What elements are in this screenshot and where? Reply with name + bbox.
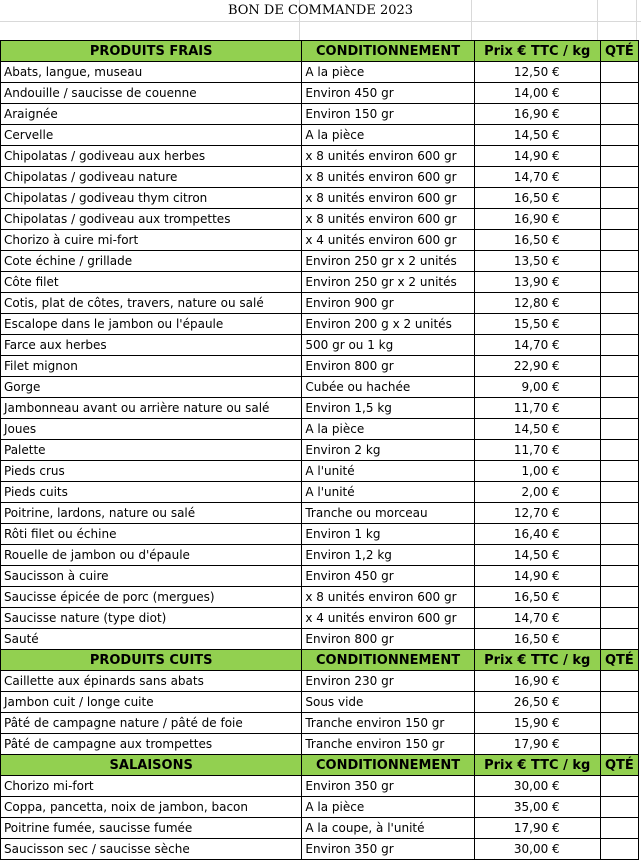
quantity-cell[interactable] [600,461,638,482]
product-name: Côte filet [1,272,302,293]
product-packaging: Environ 350 gr [302,839,474,860]
product-name: Joues [1,419,302,440]
table-row [1,503,639,524]
product-packaging: Environ 2 kg [302,440,474,461]
table-row [1,83,639,104]
product-name: Escalope dans le jambon ou l'épaule [1,314,302,335]
product-price: 30,00 € [474,776,600,797]
product-name: Jambon cuit / longe cuite [1,692,302,713]
table-row [1,356,639,377]
table-row [1,545,639,566]
quantity-cell[interactable] [600,734,638,755]
product-name: Coppa, pancetta, noix de jambon, bacon [1,797,302,818]
table-row [1,671,639,692]
table-row [1,398,639,419]
column-header-conditionnement: CONDITIONNEMENT [302,41,474,62]
product-price: 9,00 € [474,377,600,398]
product-price: 14,50 € [474,545,600,566]
product-price: 16,50 € [474,188,600,209]
quantity-cell[interactable] [600,818,638,839]
product-price: 15,90 € [474,713,600,734]
product-price: 14,00 € [474,83,600,104]
column-header-conditionnement: CONDITIONNEMENT [302,650,474,671]
table-row [1,314,639,335]
product-packaging: Environ 800 gr [302,629,474,650]
product-price: 14,70 € [474,167,600,188]
product-packaging: Environ 1 kg [302,524,474,545]
quantity-cell[interactable] [600,839,638,860]
quantity-cell[interactable] [600,251,638,272]
product-packaging: Tranche ou morceau [302,503,474,524]
product-packaging: Environ 250 gr x 2 unités [302,251,474,272]
quantity-cell[interactable] [600,167,638,188]
product-price: 35,00 € [474,797,600,818]
product-name: Chorizo à cuire mi-fort [1,230,302,251]
table-row [1,629,639,650]
product-price: 16,90 € [474,209,600,230]
product-name: Andouille / saucisse de couenne [1,83,302,104]
table-row [1,188,639,209]
column-header-conditionnement: CONDITIONNEMENT [302,755,474,776]
product-name: Chipolatas / godiveau nature [1,167,302,188]
product-price: 16,90 € [474,671,600,692]
quantity-cell[interactable] [600,104,638,125]
table-row [1,377,639,398]
product-packaging: Cubée ou hachée [302,377,474,398]
order-table [0,40,639,860]
product-packaging: Sous vide [302,692,474,713]
product-name: Caillette aux épinards sans abats [1,671,302,692]
quantity-cell[interactable] [600,482,638,503]
product-name: Pieds crus [1,461,302,482]
product-price: 13,90 € [474,272,600,293]
product-price: 16,50 € [474,587,600,608]
table-row [1,524,639,545]
product-price: 11,70 € [474,440,600,461]
quantity-cell[interactable] [600,776,638,797]
product-name: Gorge [1,377,302,398]
product-packaging: A l'unité [302,482,474,503]
product-price: 16,50 € [474,629,600,650]
column-header-qty: QTÉ [600,755,638,776]
product-name: Chipolatas / godiveau thym citron [1,188,302,209]
product-price: 12,80 € [474,293,600,314]
product-packaging: Environ 250 gr x 2 unités [302,272,474,293]
product-name: Poitrine fumée, saucisse fumée [1,818,302,839]
table-row [1,482,639,503]
section-header [1,650,639,671]
product-packaging: Tranche environ 150 gr [302,734,474,755]
quantity-cell[interactable] [600,566,638,587]
product-name: Palette [1,440,302,461]
product-price: 26,50 € [474,692,600,713]
product-name: Saucisson sec / saucisse sèche [1,839,302,860]
quantity-cell[interactable] [600,83,638,104]
product-packaging: A la coupe, à l'unité [302,818,474,839]
product-packaging: x 4 unités environ 600 gr [302,608,474,629]
table-row [1,776,639,797]
quantity-cell[interactable] [600,377,638,398]
product-price: 2,00 € [474,482,600,503]
product-price: 15,50 € [474,314,600,335]
table-row [1,839,639,860]
quantity-cell[interactable] [600,335,638,356]
table-row [1,209,639,230]
product-price: 12,70 € [474,503,600,524]
product-price: 12,50 € [474,62,600,83]
product-packaging: Environ 1,2 kg [302,545,474,566]
product-price: 11,70 € [474,398,600,419]
quantity-cell[interactable] [600,524,638,545]
column-header-qty: QTÉ [600,650,638,671]
quantity-cell[interactable] [600,503,638,524]
quantity-cell[interactable] [600,713,638,734]
product-packaging: A la pièce [302,62,474,83]
product-price: 22,90 € [474,356,600,377]
table-row [1,566,639,587]
product-name: Chipolatas / godiveau aux trompettes [1,209,302,230]
product-name: Pâté de campagne nature / pâté de foie [1,713,302,734]
table-row [1,335,639,356]
table-row [1,797,639,818]
table-row [1,293,639,314]
quantity-cell[interactable] [600,692,638,713]
quantity-cell[interactable] [600,608,638,629]
product-name: Saucisson à cuire [1,566,302,587]
table-row [1,125,639,146]
quantity-cell[interactable] [600,545,638,566]
quantity-cell[interactable] [600,146,638,167]
table-row [1,818,639,839]
product-packaging: x 8 unités environ 600 gr [302,587,474,608]
product-price: 30,00 € [474,839,600,860]
quantity-cell[interactable] [600,272,638,293]
product-packaging: Environ 350 gr [302,776,474,797]
table-row [1,167,639,188]
table-row [1,587,639,608]
product-price: 14,90 € [474,146,600,167]
section-header [1,755,639,776]
product-price: 14,70 € [474,608,600,629]
quantity-cell[interactable] [600,314,638,335]
product-name: Sauté [1,629,302,650]
product-price: 13,50 € [474,251,600,272]
product-packaging: Environ 150 gr [302,104,474,125]
table-row [1,146,639,167]
table-row [1,251,639,272]
quantity-cell[interactable] [600,209,638,230]
column-header-price: Prix € TTC / kg [474,650,600,671]
product-price: 1,00 € [474,461,600,482]
product-name: Cervelle [1,125,302,146]
quantity-cell[interactable] [600,230,638,251]
column-header-qty: QTÉ [600,41,638,62]
quantity-cell[interactable] [600,125,638,146]
product-name: Pieds cuits [1,482,302,503]
product-name: Poitrine, lardons, nature ou salé [1,503,302,524]
product-price: 16,50 € [474,230,600,251]
table-row [1,104,639,125]
quantity-cell[interactable] [600,797,638,818]
product-packaging: Environ 900 gr [302,293,474,314]
table-row [1,440,639,461]
product-packaging: Environ 1,5 kg [302,398,474,419]
quantity-cell[interactable] [600,419,638,440]
table-row [1,461,639,482]
product-packaging: A l'unité [302,461,474,482]
product-packaging: x 8 unités environ 600 gr [302,167,474,188]
quantity-cell[interactable] [600,671,638,692]
table-row [1,734,639,755]
product-price: 17,90 € [474,818,600,839]
column-header-price: Prix € TTC / kg [474,41,600,62]
column-header-price: Prix € TTC / kg [474,755,600,776]
quantity-cell[interactable] [600,629,638,650]
product-price: 16,90 € [474,104,600,125]
product-price: 14,50 € [474,125,600,146]
product-price: 14,90 € [474,566,600,587]
quantity-cell[interactable] [600,293,638,314]
product-packaging: Environ 450 gr [302,83,474,104]
section-title: PRODUITS CUITS [1,650,302,671]
product-name: Saucisse nature (type diot) [1,608,302,629]
quantity-cell[interactable] [600,356,638,377]
table-row [1,692,639,713]
quantity-cell[interactable] [600,440,638,461]
product-name: Cote échine / grillade [1,251,302,272]
table-row [1,230,639,251]
product-price: 17,90 € [474,734,600,755]
product-packaging: Environ 800 gr [302,356,474,377]
product-name: Farce aux herbes [1,335,302,356]
quantity-cell[interactable] [600,188,638,209]
product-packaging: A la pièce [302,125,474,146]
product-name: Abats, langue, museau [1,62,302,83]
product-name: Rôti filet ou échine [1,524,302,545]
table-row [1,62,639,83]
table-row [1,419,639,440]
product-packaging: Environ 450 gr [302,566,474,587]
product-name: Saucisse épicée de porc (mergues) [1,587,302,608]
table-row [1,713,639,734]
product-packaging: x 8 unités environ 600 gr [302,188,474,209]
product-name: Cotis, plat de côtes, travers, nature ou salé [1,293,302,314]
product-packaging: Environ 230 gr [302,671,474,692]
section-title: SALAISONS [1,755,302,776]
quantity-cell[interactable] [600,587,638,608]
table-row [1,608,639,629]
product-packaging: Environ 200 g x 2 unités [302,314,474,335]
product-packaging: A la pièce [302,797,474,818]
product-name: Jambonneau avant ou arrière nature ou salé [1,398,302,419]
product-packaging: A la pièce [302,419,474,440]
product-packaging: x 8 unités environ 600 gr [302,209,474,230]
page-title: BON DE COMMANDE 2023 [227,3,414,18]
section-header [1,41,639,62]
quantity-cell[interactable] [600,398,638,419]
product-name: Chipolatas / godiveau aux herbes [1,146,302,167]
product-name: Araignée [1,104,302,125]
product-name: Pâté de campagne aux trompettes [1,734,302,755]
product-name: Chorizo mi-fort [1,776,302,797]
product-name: Rouelle de jambon ou d'épaule [1,545,302,566]
spacer-row [0,21,641,40]
product-packaging: x 4 unités environ 600 gr [302,230,474,251]
table-row [1,272,639,293]
product-name: Filet mignon [1,356,302,377]
section-title: PRODUITS FRAIS [1,41,302,62]
product-packaging: Tranche environ 150 gr [302,713,474,734]
product-packaging: 500 gr ou 1 kg [302,335,474,356]
quantity-cell[interactable] [600,62,638,83]
product-price: 14,70 € [474,335,600,356]
product-packaging: x 8 unités environ 600 gr [302,146,474,167]
product-price: 16,40 € [474,524,600,545]
product-price: 14,50 € [474,419,600,440]
